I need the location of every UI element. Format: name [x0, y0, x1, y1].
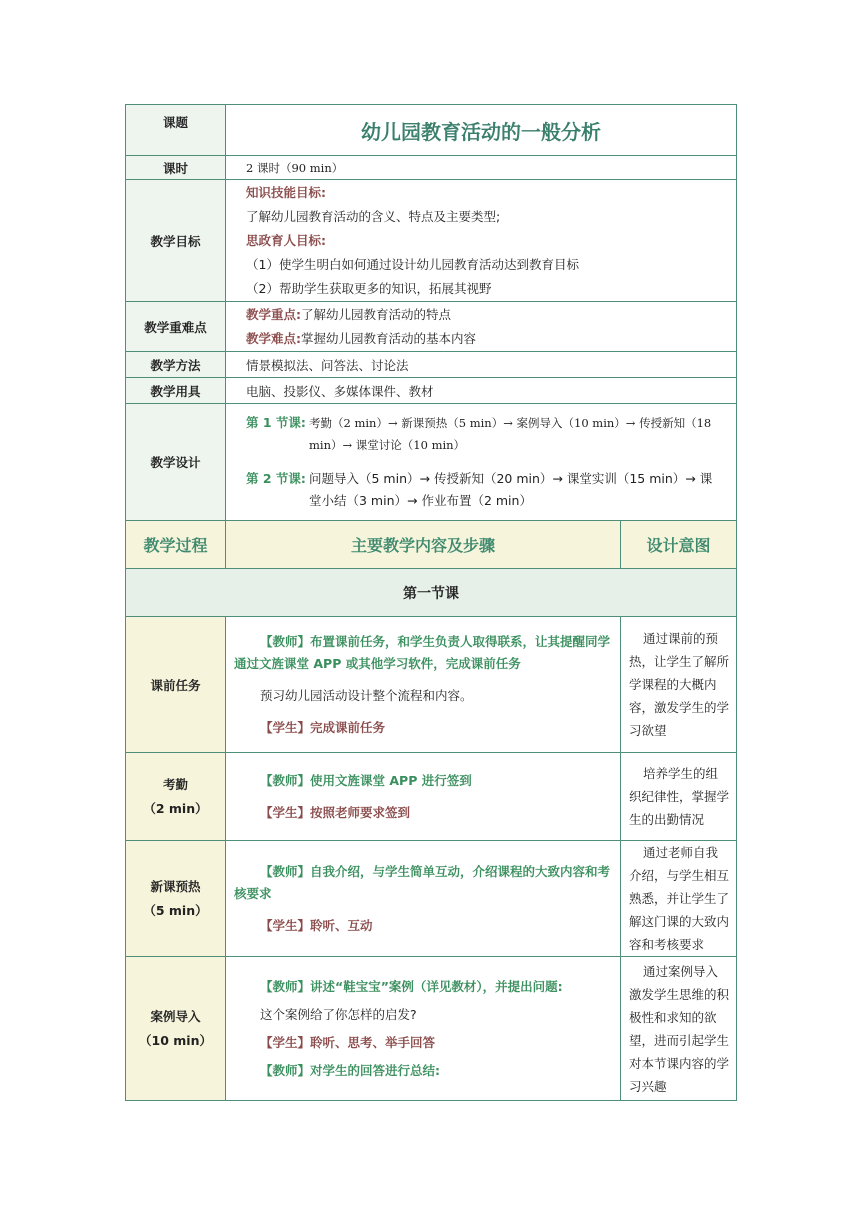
lesson-1-line-1: 考勤（2 min）→ 新课预热（5 min）→ 案例导入（10 min）→ 传授新知（18	[309, 416, 712, 430]
tools-value: 电脑、投影仪、多媒体课件、教材	[226, 378, 737, 404]
goal-ideology-item-1: （1）使学生明白如何通过设计幼儿园教育活动达到教育目标	[246, 256, 579, 272]
step-row-warmup	[126, 841, 737, 957]
difficulty-text: 掌握幼儿园教育活动的基本内容	[301, 330, 477, 346]
step-question: 这个案例给了你怎样的启发?	[260, 1006, 417, 1022]
step-name	[126, 841, 226, 957]
design-intent: 通过案例导入激发学生思维的积极性和求知的欲望，进而引起学生对本节课内容的学习兴趣	[621, 957, 737, 1101]
design-label: 教学设计	[126, 404, 226, 521]
process-header-col2: 主要教学内容及步骤	[226, 521, 621, 569]
step-row-attendance	[126, 753, 737, 841]
goals-content	[226, 180, 737, 302]
difficulty-head: 教学难点:	[246, 330, 301, 346]
key-point-head: 教学重点:	[246, 306, 301, 322]
method-row	[126, 352, 737, 378]
method-label: 教学方法	[126, 352, 226, 378]
teacher-summary: 【教师】对学生的回答进行总结:	[260, 1062, 440, 1078]
design-intent: 培养学生的组织纪律性，掌握学生的出勤情况	[621, 753, 737, 841]
goals-label: 教学目标	[126, 180, 226, 302]
lesson-2-line-2: 堂小结（3 min）→ 作业布置（2 min）	[309, 493, 532, 508]
step-row-pre-class	[126, 617, 737, 753]
lesson-1-plan	[246, 412, 730, 456]
key-point-text: 了解幼儿园教育活动的特点	[301, 306, 452, 322]
tools-row	[126, 378, 737, 404]
step-duration: （2 min）	[143, 800, 208, 816]
key-points-content	[226, 302, 737, 352]
teacher-action: 【教师】讲述“鞋宝宝”案例（详见教材），并提出问题:	[260, 978, 563, 994]
design-intent: 通过老师自我介绍，与学生相互熟悉，并让学生了解这门课的大致内容和考核要求	[621, 841, 737, 957]
process-header-col1: 教学过程	[126, 521, 226, 569]
step-duration: （10 min）	[139, 1032, 212, 1048]
student-action: 【学生】按照老师要求签到	[260, 804, 411, 820]
goal-knowledge-text: 了解幼儿园教育活动的含义、特点及主要类型;	[246, 208, 501, 224]
step-duration: （5 min）	[143, 902, 208, 918]
teacher-action: 【教师】使用文旌课堂 APP 进行签到	[260, 772, 472, 788]
process-header-col3: 设计意图	[621, 521, 737, 569]
teacher-action: 【教师】布置课前任务，和学生负责人取得联系，让其提醒同学通过文旌课堂 APP 或其他学习软件，完成课前任务	[234, 633, 611, 671]
step-name	[126, 753, 226, 841]
key-points-row	[126, 302, 737, 352]
method-value: 情景模拟法、问答法、讨论法	[226, 352, 737, 378]
step-name	[126, 957, 226, 1101]
step-title: 案例导入	[150, 1008, 201, 1024]
lesson-plan-table	[125, 104, 737, 1101]
goals-row	[126, 180, 737, 302]
tools-label: 教学用具	[126, 378, 226, 404]
step-title: 考勤	[162, 776, 188, 792]
lesson-2-plan	[246, 468, 730, 512]
topic-row	[126, 105, 737, 156]
design-row	[126, 404, 737, 521]
step-content	[226, 753, 621, 841]
goal-knowledge-head: 知识技能目标:	[246, 184, 326, 200]
hours-label: 课时	[126, 156, 226, 180]
student-action: 【学生】完成课前任务	[260, 719, 386, 735]
goal-ideology-head: 思政育人目标:	[246, 232, 326, 248]
step-content	[226, 841, 621, 957]
lesson-1-label: 第 1 节课:	[246, 415, 306, 430]
step-title: 新课预热	[150, 878, 201, 894]
section-title: 第一节课	[126, 569, 737, 617]
hours-row	[126, 156, 737, 180]
lesson-1-line-2: min）→ 课堂讨论（10 min）	[309, 438, 466, 452]
topic-label: 课题	[126, 105, 226, 156]
student-action: 【学生】聆听、思考、举手回答	[260, 1034, 436, 1050]
step-name	[126, 617, 226, 753]
design-intent: 通过课前的预热，让学生了解所学课程的大概内容，激发学生的学习欲望	[621, 617, 737, 753]
design-content	[226, 404, 737, 521]
hours-value: 2 课时（90 min）	[226, 156, 737, 180]
student-action: 【学生】聆听、互动	[260, 917, 373, 933]
step-row-case-intro	[126, 957, 737, 1101]
section-row	[126, 569, 737, 617]
goal-ideology-item-2: （2）帮助学生获取更多的知识，拓展其视野	[246, 280, 492, 296]
step-title: 课前任务	[150, 677, 201, 693]
page-title: 幼儿园教育活动的一般分析	[226, 105, 737, 156]
step-content	[226, 617, 621, 753]
step-note: 预习幼儿园活动设计整个流程和内容。	[260, 687, 473, 703]
process-header-row	[126, 521, 737, 569]
key-points-label: 教学重难点	[126, 302, 226, 352]
teacher-action: 【教师】自我介绍，与学生简单互动，介绍课程的大致内容和考核要求	[234, 863, 611, 901]
lesson-2-label: 第 2 节课:	[246, 471, 306, 486]
lesson-2-line-1: 问题导入（5 min）→ 传授新知（20 min）→ 课堂实训（15 min）→ 课	[309, 471, 713, 486]
step-content	[226, 957, 621, 1101]
